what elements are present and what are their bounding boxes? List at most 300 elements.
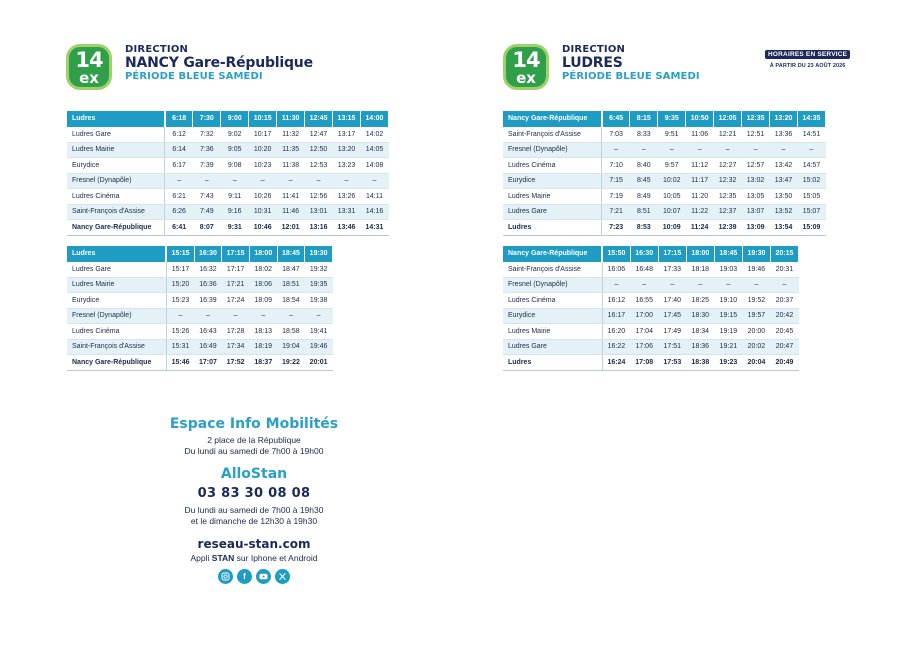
time-cell: 13:31 [333, 204, 361, 220]
time-cell: – [686, 277, 714, 293]
stop-name: Nancy Gare-République [67, 355, 166, 371]
stop-name: Ludres Cinéma [67, 324, 166, 340]
time-cell: 13:07 [742, 204, 770, 220]
timetable-left-afternoon [67, 246, 333, 371]
table-row [503, 189, 826, 205]
stop-name: Ludres Cinéma [503, 158, 602, 174]
time-cell: 10:20 [249, 142, 277, 158]
departure-time-header: 9:35 [658, 111, 686, 127]
time-cell: 18:51 [277, 277, 305, 293]
time-cell: 16:17 [602, 308, 630, 324]
timetable-left-morning [67, 111, 389, 236]
time-cell: 18:13 [249, 324, 277, 340]
time-cell: 7:10 [602, 158, 630, 174]
time-cell: 15:31 [166, 339, 194, 355]
table-row [67, 293, 333, 309]
stop-name: Saint-François d'Assise [67, 339, 166, 355]
time-cell: 17:28 [222, 324, 250, 340]
time-cell: 15:17 [166, 262, 194, 278]
origin-stop-header: Ludres [67, 111, 165, 127]
time-cell: 8:45 [630, 173, 658, 189]
departure-time-header: 7:30 [193, 111, 221, 127]
time-cell: 15:05 [797, 189, 825, 205]
time-cell: 17:53 [658, 355, 686, 371]
time-cell: 19:35 [305, 277, 333, 293]
instagram-icon[interactable] [218, 569, 233, 584]
time-cell: 18:25 [686, 293, 714, 309]
timetable-right-morning [503, 111, 826, 236]
social-links [120, 569, 388, 584]
time-cell: 12:32 [714, 173, 742, 189]
allostan-title: AlloStan [220, 466, 288, 482]
time-cell: 19:41 [305, 324, 333, 340]
time-cell: 18:19 [249, 339, 277, 355]
time-cell: 6:41 [165, 220, 193, 236]
time-cell: 11:38 [277, 158, 305, 174]
time-cell: 20:04 [742, 355, 770, 371]
time-cell: 17:33 [658, 262, 686, 278]
table-row [67, 127, 389, 143]
time-cell: – [305, 308, 333, 324]
time-cell: 9:02 [221, 127, 249, 143]
line-number: 14 [512, 48, 540, 72]
stop-name: Ludres Gare [67, 262, 166, 278]
time-cell: 16:32 [194, 262, 222, 278]
table-row [67, 262, 333, 278]
time-cell: 19:22 [277, 355, 305, 371]
timetable-header [503, 111, 826, 127]
time-cell: 10:17 [249, 127, 277, 143]
time-cell: 8:33 [630, 127, 658, 143]
time-cell: 11:35 [277, 142, 305, 158]
time-cell: 16:20 [602, 324, 630, 340]
time-cell: 11:20 [686, 189, 714, 205]
time-cell: 9:16 [221, 204, 249, 220]
time-cell: 16:43 [194, 324, 222, 340]
time-cell: 17:49 [658, 324, 686, 340]
time-cell: 12:27 [714, 158, 742, 174]
line-suffix: ex [516, 69, 536, 87]
time-cell: – [742, 277, 770, 293]
line-badge-left [66, 44, 112, 90]
time-cell: – [602, 277, 630, 293]
time-cell: 10:09 [658, 220, 686, 236]
departure-time-header: 14:35 [797, 111, 825, 127]
time-cell: 12:47 [305, 127, 333, 143]
time-cell: 6:12 [165, 127, 193, 143]
time-cell: 16:06 [602, 262, 630, 278]
departure-time-header: 19:30 [742, 246, 770, 262]
time-cell: 20:02 [742, 339, 770, 355]
time-cell: – [193, 173, 221, 189]
time-cell: 7:32 [193, 127, 221, 143]
time-cell: 18:09 [249, 293, 277, 309]
departure-time-header: 6:45 [602, 111, 630, 127]
timetable-header [67, 246, 333, 262]
time-cell: – [630, 277, 658, 293]
time-cell: 16:55 [630, 293, 658, 309]
time-cell: 14:02 [360, 127, 388, 143]
time-cell: 6:21 [165, 189, 193, 205]
time-cell: 14:31 [360, 220, 388, 236]
time-cell: 7:15 [602, 173, 630, 189]
stop-name: Ludres Cinéma [67, 189, 165, 205]
stop-name: Ludres Mairie [503, 189, 602, 205]
time-cell: 9:08 [221, 158, 249, 174]
service-date: À PARTIR DU 23 AOÛT 2026 [769, 63, 846, 69]
time-cell: 13:26 [333, 189, 361, 205]
table-row [67, 142, 389, 158]
time-cell: 6:14 [165, 142, 193, 158]
time-cell: 8:51 [630, 204, 658, 220]
time-cell: – [770, 277, 798, 293]
time-cell: 20:42 [770, 308, 798, 324]
time-cell: 16:24 [602, 355, 630, 371]
time-cell: 11:22 [686, 204, 714, 220]
table-row [503, 127, 826, 143]
time-cell: 11:41 [277, 189, 305, 205]
time-cell: 20:00 [742, 324, 770, 340]
time-cell: – [305, 173, 333, 189]
time-cell: 17:07 [194, 355, 222, 371]
time-cell: 19:32 [305, 262, 333, 278]
time-cell: – [249, 173, 277, 189]
origin-stop-header: Ludres [67, 246, 166, 262]
departure-time-header: 17:15 [658, 246, 686, 262]
time-cell: 13:47 [770, 173, 798, 189]
agency-hours: Du lundi au samedi de 7h00 à 19h00 [184, 446, 324, 456]
time-cell: 18:18 [686, 262, 714, 278]
phone-number[interactable]: 03 83 30 08 08 [197, 486, 311, 501]
time-cell: – [333, 173, 361, 189]
app-suffix: sur Iphone et Android [234, 553, 318, 563]
table-row [503, 324, 799, 340]
time-cell: 17:52 [222, 355, 250, 371]
time-cell: 10:07 [658, 204, 686, 220]
origin-stop-header: Nancy Gare-République [503, 246, 602, 262]
time-cell: – [714, 142, 742, 158]
time-cell: – [742, 142, 770, 158]
agency-address: 2 place de la République [207, 435, 301, 445]
line-number: 14 [75, 48, 103, 72]
time-cell: 17:24 [222, 293, 250, 309]
time-cell: 15:23 [166, 293, 194, 309]
time-cell: 16:49 [194, 339, 222, 355]
stop-name: Eurydice [67, 158, 165, 174]
time-cell: 10:26 [249, 189, 277, 205]
time-cell: 17:04 [630, 324, 658, 340]
time-cell: 20:37 [770, 293, 798, 309]
stop-name: Fresnel (Dynapôle) [67, 308, 166, 324]
departure-time-header: 15:15 [166, 246, 194, 262]
time-cell: 19:10 [714, 293, 742, 309]
direction-header-left [125, 44, 313, 82]
time-cell: 18:02 [249, 262, 277, 278]
direction-header-right [562, 44, 700, 82]
app-prefix: Appli [190, 553, 212, 563]
time-cell: 17:40 [658, 293, 686, 309]
table-row [503, 204, 826, 220]
time-cell: 16:22 [602, 339, 630, 355]
time-cell: – [277, 173, 305, 189]
time-cell: 7:43 [193, 189, 221, 205]
website-link[interactable]: reseau-stan.com [197, 537, 311, 551]
time-cell: 8:40 [630, 158, 658, 174]
table-row [503, 158, 826, 174]
time-cell: 20:31 [770, 262, 798, 278]
time-cell: 9:51 [658, 127, 686, 143]
time-cell: 18:37 [249, 355, 277, 371]
stop-name: Ludres Mairie [503, 324, 602, 340]
table-row [67, 220, 389, 236]
departure-time-header: 17:15 [222, 246, 250, 262]
time-cell: 10:23 [249, 158, 277, 174]
departure-time-header: 16:30 [194, 246, 222, 262]
departure-time-header: 10:15 [249, 111, 277, 127]
time-cell: 17:08 [630, 355, 658, 371]
departure-time-header: 13:20 [770, 111, 798, 127]
time-cell: 19:15 [714, 308, 742, 324]
destination-title: NANCY Gare-République [125, 55, 313, 71]
departure-time-header: 13:15 [333, 111, 361, 127]
time-cell: 15:20 [166, 277, 194, 293]
time-cell: 14:51 [797, 127, 825, 143]
phone-hours-weekdays: Du lundi au samedi de 7h00 à 19h30 [184, 505, 324, 515]
time-cell: 9:31 [221, 220, 249, 236]
time-cell: 7:36 [193, 142, 221, 158]
stop-name: Ludres [503, 355, 602, 371]
stop-name: Saint-François d'Assise [67, 204, 165, 220]
time-cell: 9:05 [221, 142, 249, 158]
time-cell: 13:50 [770, 189, 798, 205]
table-row [67, 204, 389, 220]
time-cell: 12:56 [305, 189, 333, 205]
time-cell: 13:36 [770, 127, 798, 143]
time-cell: – [165, 173, 193, 189]
stop-name: Eurydice [503, 173, 602, 189]
table-row [67, 308, 333, 324]
time-cell: 16:12 [602, 293, 630, 309]
time-cell: – [630, 142, 658, 158]
time-cell: 15:26 [166, 324, 194, 340]
time-cell: 18:36 [686, 339, 714, 355]
time-cell: 19:46 [305, 339, 333, 355]
time-cell: 11:24 [686, 220, 714, 236]
time-cell: 17:17 [222, 262, 250, 278]
time-cell: 18:30 [686, 308, 714, 324]
time-cell: – [222, 308, 250, 324]
table-row [67, 355, 333, 371]
time-cell: 13:09 [742, 220, 770, 236]
stop-name: Ludres Gare [67, 127, 165, 143]
departure-time-header: 10:50 [686, 111, 714, 127]
time-cell: – [360, 173, 388, 189]
departure-time-header: 20:15 [770, 246, 798, 262]
time-cell: 13:16 [305, 220, 333, 236]
time-cell: 10:31 [249, 204, 277, 220]
timetable-header [503, 246, 799, 262]
direction-label: DIRECTION [562, 44, 626, 55]
time-cell: – [166, 308, 194, 324]
time-cell: 17:00 [630, 308, 658, 324]
time-cell: 19:38 [305, 293, 333, 309]
time-cell: 15:02 [797, 173, 825, 189]
time-cell: 20:01 [305, 355, 333, 371]
time-cell: 10:02 [658, 173, 686, 189]
time-cell: 13:17 [333, 127, 361, 143]
stop-name: Ludres Gare [503, 204, 602, 220]
time-cell: 18:38 [686, 355, 714, 371]
departure-time-header: 12:45 [305, 111, 333, 127]
departure-time-header: 18:45 [277, 246, 305, 262]
time-cell: 18:34 [686, 324, 714, 340]
facebook-icon[interactable]: f [237, 569, 252, 584]
app-line [120, 553, 388, 564]
time-cell: 19:04 [277, 339, 305, 355]
time-cell: 9:57 [658, 158, 686, 174]
departure-time-header: 9:00 [221, 111, 249, 127]
time-cell: 17:34 [222, 339, 250, 355]
stop-name: Ludres Cinéma [503, 293, 602, 309]
time-cell: 20:49 [770, 355, 798, 371]
time-cell: 11:46 [277, 204, 305, 220]
table-row [503, 339, 799, 355]
timetable-right-afternoon [503, 246, 799, 371]
time-cell: 20:45 [770, 324, 798, 340]
time-cell: 18:58 [277, 324, 305, 340]
time-cell: 18:54 [277, 293, 305, 309]
time-cell: 7:03 [602, 127, 630, 143]
time-cell: 17:51 [658, 339, 686, 355]
time-cell: 14:05 [360, 142, 388, 158]
time-cell: 20:47 [770, 339, 798, 355]
stop-name: Eurydice [67, 293, 166, 309]
time-cell: 7:39 [193, 158, 221, 174]
time-cell: – [714, 277, 742, 293]
stop-name: Ludres Gare [503, 339, 602, 355]
time-cell: – [194, 308, 222, 324]
time-cell: 18:47 [277, 262, 305, 278]
stop-name: Ludres [503, 220, 602, 236]
time-cell: 17:06 [630, 339, 658, 355]
time-cell: 7:23 [602, 220, 630, 236]
table-row [67, 173, 389, 189]
time-cell: 19:52 [742, 293, 770, 309]
time-cell: 13:42 [770, 158, 798, 174]
time-cell: 12:21 [714, 127, 742, 143]
x-icon[interactable] [275, 569, 290, 584]
departure-time-header: 16:30 [630, 246, 658, 262]
time-cell: – [249, 308, 277, 324]
time-cell: 11:17 [686, 173, 714, 189]
departure-time-header: 18:00 [686, 246, 714, 262]
time-cell: 7:21 [602, 204, 630, 220]
time-cell: 12:35 [714, 189, 742, 205]
departure-time-header: 18:00 [249, 246, 277, 262]
stop-name: Saint-François d'Assise [503, 262, 602, 278]
stop-name: Saint-François d'Assise [503, 127, 602, 143]
time-cell: 12:57 [742, 158, 770, 174]
departure-time-header: 11:30 [277, 111, 305, 127]
time-cell: 17:45 [658, 308, 686, 324]
youtube-icon[interactable] [256, 569, 271, 584]
departure-time-header: 6:18 [165, 111, 193, 127]
table-row [67, 189, 389, 205]
direction-label: DIRECTION [125, 44, 189, 55]
departure-time-header: 18:45 [714, 246, 742, 262]
time-cell: 12:53 [305, 158, 333, 174]
time-cell: 19:46 [742, 262, 770, 278]
table-row [503, 355, 799, 371]
table-row [503, 173, 826, 189]
line-suffix: ex [79, 69, 99, 87]
service-tag: HORAIRES EN SERVICE [765, 50, 850, 59]
time-cell: 13:46 [333, 220, 361, 236]
time-cell: 8:07 [193, 220, 221, 236]
time-cell: – [221, 173, 249, 189]
departure-time-header: 12:05 [714, 111, 742, 127]
time-cell: 12:39 [714, 220, 742, 236]
phone-hours-sunday: et le dimanche de 12h30 à 19h30 [190, 516, 318, 526]
time-cell: 11:32 [277, 127, 305, 143]
time-cell: 12:51 [742, 127, 770, 143]
time-cell: 6:26 [165, 204, 193, 220]
time-cell: 15:07 [797, 204, 825, 220]
destination-title: LUDRES [562, 55, 623, 71]
app-name: STAN [211, 553, 235, 563]
table-row [67, 277, 333, 293]
time-cell: 18:06 [249, 277, 277, 293]
time-cell: 12:50 [305, 142, 333, 158]
time-cell: 13:20 [333, 142, 361, 158]
time-cell: 10:46 [249, 220, 277, 236]
time-cell: 13:05 [742, 189, 770, 205]
table-row [503, 277, 799, 293]
time-cell: 11:06 [686, 127, 714, 143]
table-row [503, 220, 826, 236]
time-cell: – [797, 142, 825, 158]
time-cell: – [277, 308, 305, 324]
time-cell: 13:54 [770, 220, 798, 236]
stop-name: Nancy Gare-République [67, 220, 165, 236]
stop-name: Fresnel (Dynapôle) [503, 277, 602, 293]
time-cell: 13:23 [333, 158, 361, 174]
time-cell: 13:52 [770, 204, 798, 220]
time-cell: 19:57 [742, 308, 770, 324]
table-row [503, 293, 799, 309]
line-badge-right [503, 44, 549, 90]
agency-title: Espace Info Mobilités [169, 416, 339, 432]
departure-time-header: 19:30 [305, 246, 333, 262]
time-cell: 11:12 [686, 158, 714, 174]
time-cell: – [658, 142, 686, 158]
time-cell: 6:17 [165, 158, 193, 174]
stop-name: Eurydice [503, 308, 602, 324]
time-cell: – [658, 277, 686, 293]
table-row [503, 262, 799, 278]
departure-time-header: 15:50 [602, 246, 630, 262]
time-cell: 12:01 [277, 220, 305, 236]
timetable-header [67, 111, 389, 127]
time-cell: 7:19 [602, 189, 630, 205]
time-cell: 10:05 [658, 189, 686, 205]
time-cell: 13:01 [305, 204, 333, 220]
time-cell: 19:21 [714, 339, 742, 355]
departure-time-header: 8:15 [630, 111, 658, 127]
stop-name: Ludres Mairie [67, 142, 165, 158]
time-cell: – [770, 142, 798, 158]
stop-name: Fresnel (Dynapôle) [67, 173, 165, 189]
